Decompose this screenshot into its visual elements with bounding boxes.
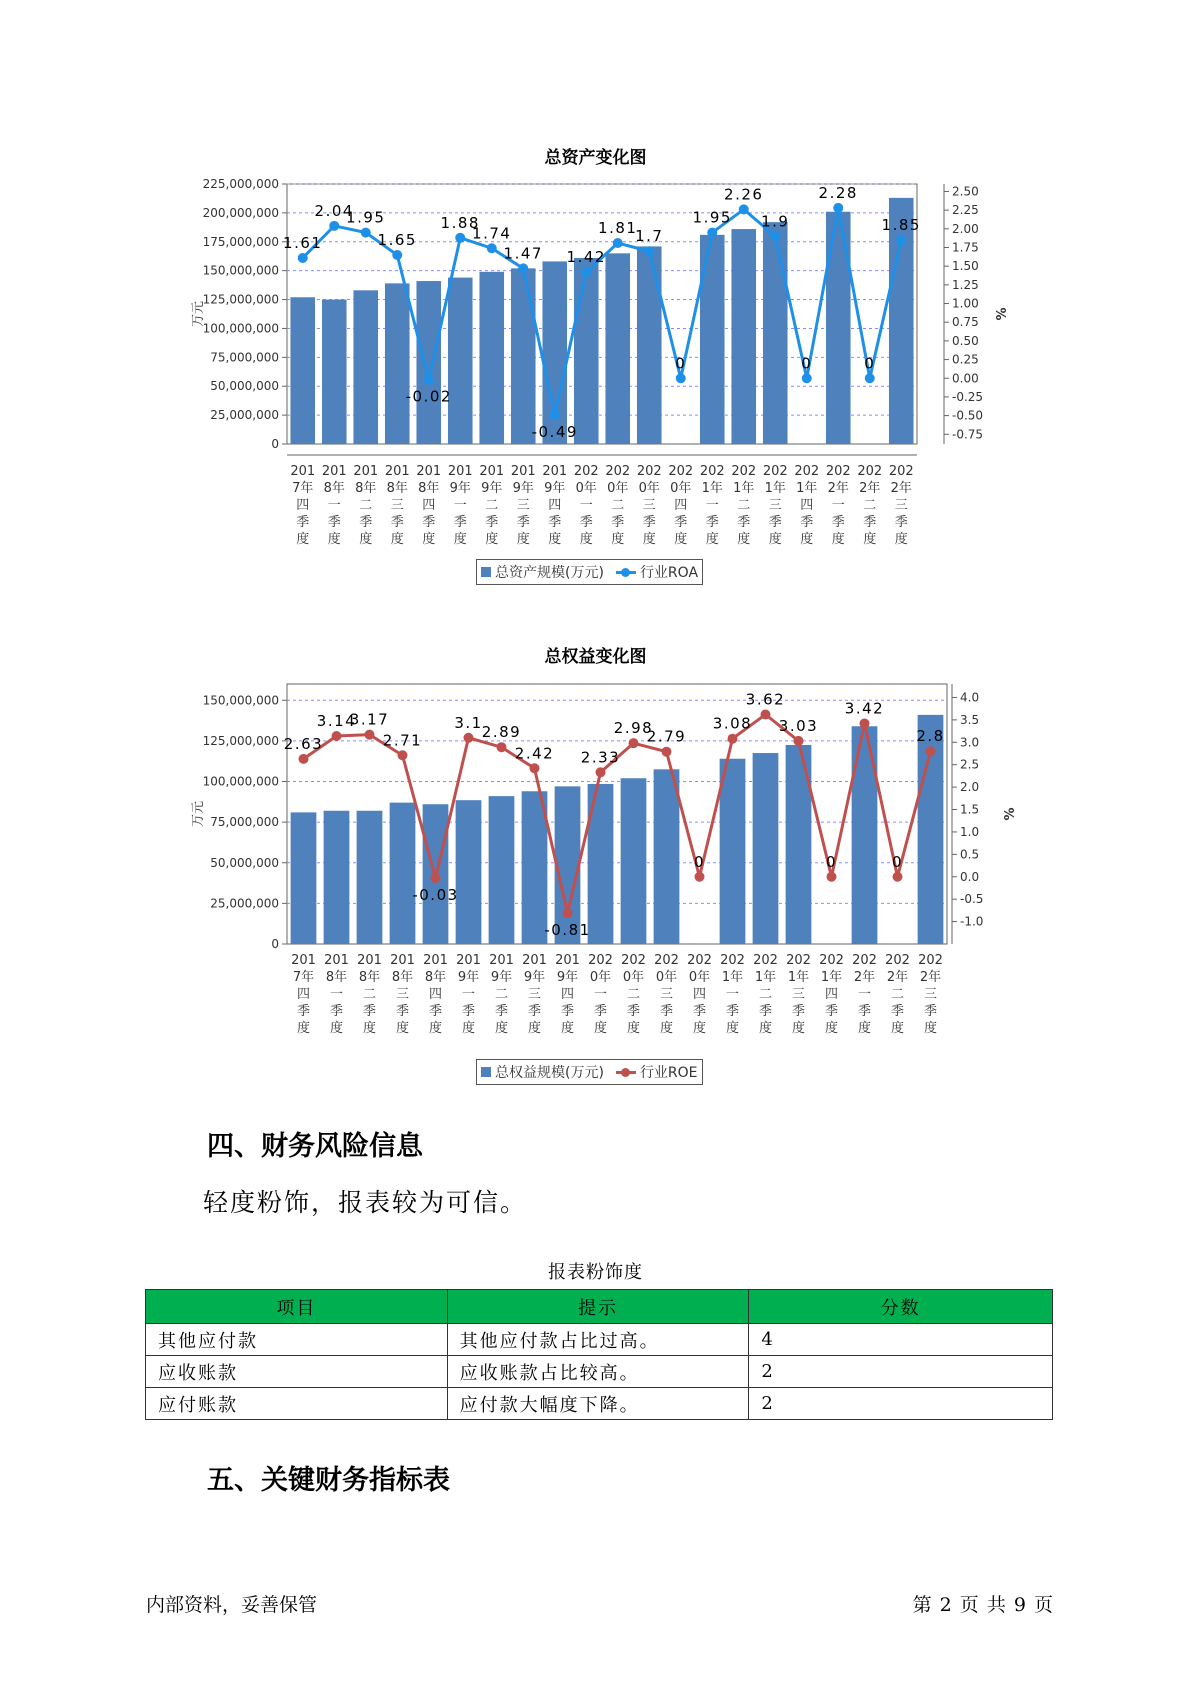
bar bbox=[479, 272, 504, 444]
line-point bbox=[761, 709, 771, 719]
x-tick-label: 201 9年二季度 bbox=[489, 953, 514, 1036]
y-tick-label: 50,000,000 bbox=[210, 855, 279, 870]
y-tick-label: 50,000,000 bbox=[210, 379, 279, 394]
x-tick-label: 201 8年一季度 bbox=[321, 464, 347, 547]
line-point bbox=[802, 373, 812, 383]
x-tick-label: 202 2年二季度 bbox=[885, 953, 910, 1036]
data-label: 2.63 bbox=[283, 734, 324, 753]
x-tick-label: 201 8年四季度 bbox=[416, 464, 442, 547]
line-point bbox=[464, 733, 474, 743]
y2-tick-label: -0.25 bbox=[952, 389, 984, 404]
cell-score: 2 bbox=[749, 1356, 1053, 1388]
line-point bbox=[392, 250, 402, 260]
x-tick-label: 202 0年二季度 bbox=[605, 464, 631, 547]
data-label: 1.61 bbox=[283, 233, 323, 252]
legend-line-swatch bbox=[616, 571, 636, 574]
chart1-title: 总资产变化图 bbox=[544, 148, 647, 168]
bar bbox=[357, 811, 383, 944]
data-label: 1.81 bbox=[598, 219, 638, 238]
data-label: 1.95 bbox=[346, 208, 386, 227]
x-tick-label: 202 1年四季度 bbox=[819, 953, 844, 1036]
footer-confidential: 内部资料，妥善保管 bbox=[146, 1594, 318, 1616]
x-tick-label: 202 0年四季度 bbox=[668, 464, 694, 547]
y-tick-label: 150,000,000 bbox=[202, 263, 279, 278]
line-point bbox=[695, 872, 705, 882]
y2-tick-label: 0.5 bbox=[960, 847, 980, 862]
y2-tick-label: 1.0 bbox=[960, 824, 980, 839]
y-tick-label: 150,000,000 bbox=[202, 693, 279, 708]
table-row bbox=[146, 1388, 1053, 1420]
x-tick-label: 202 0年四季度 bbox=[687, 953, 712, 1036]
bar bbox=[753, 753, 779, 944]
bar bbox=[456, 800, 482, 944]
header-hint: 提示 bbox=[447, 1290, 749, 1324]
bar bbox=[416, 281, 441, 444]
y2-tick-label: 0.75 bbox=[952, 315, 979, 330]
x-tick-label: 202 1年一季度 bbox=[699, 464, 725, 547]
data-label: 2.8 bbox=[916, 727, 945, 746]
line-point bbox=[455, 233, 465, 243]
legend-bar-label: 总资产规模(万元) bbox=[495, 565, 604, 581]
table-row bbox=[146, 1356, 1053, 1388]
x-tick-label: 202 2年一季度 bbox=[852, 953, 877, 1036]
y-tick-label: 225,000,000 bbox=[202, 177, 279, 191]
x-tick-label: 202 1年三季度 bbox=[762, 464, 788, 547]
line-point bbox=[770, 231, 780, 241]
x-tick-label: 201 9年四季度 bbox=[555, 953, 580, 1036]
x-tick-label: 202 0年一季度 bbox=[573, 464, 599, 547]
chart2-title: 总权益变化图 bbox=[544, 647, 647, 667]
x-tick-label: 202 1年二季度 bbox=[753, 953, 778, 1036]
line-point bbox=[361, 228, 371, 238]
bar bbox=[654, 769, 680, 944]
x-tick-label: 201 9年一季度 bbox=[447, 464, 473, 547]
data-label: 2.71 bbox=[382, 731, 423, 750]
cell-item: 应收账款 bbox=[146, 1356, 448, 1388]
y2-tick-label: 2.5 bbox=[960, 757, 980, 772]
x-tick-label: 201 7年四季度 bbox=[290, 464, 316, 547]
data-label: 0 bbox=[801, 354, 813, 373]
bar bbox=[353, 290, 378, 444]
y-tick-label: 0 bbox=[271, 437, 279, 451]
y2-tick-label: -1.0 bbox=[960, 914, 984, 929]
cell-score: 2 bbox=[749, 1388, 1053, 1420]
data-label: 2.26 bbox=[724, 185, 764, 204]
data-label: 0 bbox=[864, 354, 876, 373]
data-label: 1.85 bbox=[881, 216, 921, 235]
y2-tick-label: 2.00 bbox=[952, 221, 979, 236]
bar bbox=[720, 759, 746, 944]
y2-tick-label: 0.50 bbox=[952, 333, 979, 348]
cell-score: 4 bbox=[749, 1324, 1053, 1356]
footer-page-number: 第 2 页 共 9 页 bbox=[912, 1594, 1053, 1616]
line-point bbox=[728, 734, 738, 744]
data-label: -0.81 bbox=[544, 921, 591, 940]
cell-item: 其他应付款 bbox=[146, 1324, 448, 1356]
indicators-section-title: 五、关键财务指标表 bbox=[207, 1465, 450, 1496]
line-point bbox=[707, 228, 717, 238]
line-point bbox=[794, 736, 804, 746]
line-point bbox=[487, 243, 497, 253]
data-label: 3.17 bbox=[349, 710, 390, 729]
bar bbox=[290, 297, 315, 444]
line-point bbox=[424, 375, 434, 385]
bar bbox=[489, 796, 515, 944]
x-tick-label: 201 8年三季度 bbox=[390, 953, 415, 1036]
table-row bbox=[146, 1324, 1053, 1356]
line-point bbox=[365, 730, 375, 740]
risk-section-title: 四、财务风险信息 bbox=[207, 1131, 423, 1162]
line-point bbox=[550, 410, 560, 420]
risk-table bbox=[145, 1289, 1053, 1420]
data-label: 3.62 bbox=[745, 690, 786, 709]
y2-axis-label: % bbox=[1003, 807, 1018, 821]
bar bbox=[385, 283, 410, 444]
x-tick-label: 202 0年一季度 bbox=[588, 953, 613, 1036]
line-point bbox=[329, 221, 339, 231]
data-label: -0.03 bbox=[412, 886, 459, 905]
x-tick-label: 201 7年四季度 bbox=[291, 953, 316, 1036]
data-label: 3.42 bbox=[844, 699, 885, 718]
data-label: 1.47 bbox=[503, 244, 543, 263]
y2-tick-label: 0.0 bbox=[960, 869, 980, 884]
x-tick-label: 201 8年二季度 bbox=[357, 953, 382, 1036]
data-label: 3.14 bbox=[316, 712, 357, 730]
line-point bbox=[613, 238, 623, 248]
y2-tick-label: 1.00 bbox=[952, 296, 979, 311]
line-point bbox=[497, 742, 507, 752]
y2-tick-label: 0.00 bbox=[952, 371, 979, 386]
y-tick-label: 125,000,000 bbox=[202, 292, 279, 307]
bar bbox=[621, 778, 647, 944]
legend-bar-swatch bbox=[481, 1067, 491, 1077]
x-tick-label: 202 1年四季度 bbox=[794, 464, 820, 547]
data-label: 2.28 bbox=[818, 183, 858, 202]
x-tick-label: 202 2年三季度 bbox=[888, 464, 914, 547]
line-point bbox=[896, 235, 906, 245]
header-item: 项目 bbox=[146, 1290, 448, 1324]
line-point bbox=[298, 253, 308, 263]
table-header-row bbox=[146, 1290, 1053, 1324]
x-tick-label: 202 2年二季度 bbox=[857, 464, 883, 547]
bar bbox=[637, 246, 662, 444]
data-label: 1.42 bbox=[566, 248, 606, 267]
x-tick-label: 202 2年一季度 bbox=[825, 464, 851, 547]
y2-tick-label: 2.25 bbox=[952, 203, 979, 218]
y-tick-label: 25,000,000 bbox=[210, 408, 279, 423]
line-point bbox=[563, 908, 573, 918]
x-tick-label: 201 9年三季度 bbox=[510, 464, 536, 547]
data-label: 1.65 bbox=[377, 230, 417, 249]
line-point bbox=[860, 718, 870, 728]
data-label: 2.42 bbox=[514, 744, 555, 763]
x-tick-label: 201 8年二季度 bbox=[353, 464, 379, 547]
bar bbox=[322, 300, 347, 444]
x-tick-label: 202 0年三季度 bbox=[636, 464, 662, 547]
x-tick-label: 201 9年三季度 bbox=[522, 953, 547, 1036]
y2-tick-label: -0.75 bbox=[952, 427, 984, 442]
x-tick-label: 201 8年三季度 bbox=[384, 464, 410, 547]
bar bbox=[574, 258, 599, 444]
cell-hint: 其他应付款占比过高。 bbox=[447, 1324, 749, 1356]
line-point bbox=[865, 373, 875, 383]
data-label: 0 bbox=[825, 852, 838, 871]
y-tick-label: 75,000,000 bbox=[210, 815, 279, 830]
table-caption: 报表粉饰度 bbox=[548, 1262, 643, 1283]
line-point bbox=[676, 373, 686, 383]
risk-summary: 轻度粉饰，报表较为可信。 bbox=[203, 1188, 528, 1217]
line-point bbox=[926, 746, 936, 756]
data-label: 1.7 bbox=[635, 227, 664, 246]
bar bbox=[291, 812, 317, 944]
y2-tick-label: 3.0 bbox=[960, 735, 980, 750]
header-score: 分数 bbox=[749, 1290, 1053, 1324]
data-label: 0 bbox=[693, 852, 706, 871]
y-tick-label: 75,000,000 bbox=[210, 350, 279, 365]
y-tick-label: 100,000,000 bbox=[202, 321, 279, 336]
y2-tick-label: 0.25 bbox=[952, 352, 979, 367]
data-label: 1.9 bbox=[761, 212, 790, 231]
y-tick-label: 200,000,000 bbox=[202, 205, 279, 220]
x-tick-label: 201 9年四季度 bbox=[542, 464, 568, 547]
line-point bbox=[431, 873, 441, 883]
line-point bbox=[833, 203, 843, 213]
data-label: -0.49 bbox=[531, 422, 578, 441]
y2-tick-label: 4.0 bbox=[960, 690, 980, 705]
data-label: -0.02 bbox=[405, 387, 452, 406]
legend-line-label: 行业ROE bbox=[639, 1065, 698, 1081]
x-tick-label: 201 8年四季度 bbox=[423, 953, 448, 1036]
line-point bbox=[398, 750, 408, 760]
total-assets-chart bbox=[0, 170, 1191, 590]
bar bbox=[324, 811, 350, 944]
line-point bbox=[596, 767, 606, 777]
line-point bbox=[332, 731, 342, 741]
x-tick-label: 202 0年二季度 bbox=[621, 953, 646, 1036]
x-tick-label: 202 0年三季度 bbox=[654, 953, 679, 1036]
x-tick-label: 201 9年二季度 bbox=[479, 464, 505, 547]
line-point bbox=[581, 267, 591, 277]
legend-bar-swatch bbox=[481, 567, 491, 577]
data-label: 1.95 bbox=[692, 208, 732, 227]
line-point bbox=[827, 872, 837, 882]
y-axis-label: 万元 bbox=[191, 800, 206, 828]
data-label: 1.74 bbox=[472, 224, 512, 243]
y2-axis-label: % bbox=[995, 307, 1010, 321]
y-axis-label: 万元 bbox=[191, 300, 206, 328]
y2-tick-label: 1.50 bbox=[952, 259, 979, 274]
data-label: 3.08 bbox=[712, 714, 753, 733]
line-point bbox=[518, 263, 528, 273]
y2-tick-label: 1.25 bbox=[952, 277, 979, 292]
y-tick-label: 25,000,000 bbox=[210, 896, 279, 911]
cell-hint: 应付款大幅度下降。 bbox=[447, 1388, 749, 1420]
line-point bbox=[739, 204, 749, 214]
y2-tick-label: 1.75 bbox=[952, 240, 979, 255]
y2-tick-label: 1.5 bbox=[960, 802, 980, 817]
y2-tick-label: -0.50 bbox=[952, 408, 984, 423]
data-label: 2.33 bbox=[580, 748, 621, 767]
y2-tick-label: 2.0 bbox=[960, 780, 980, 795]
y2-tick-label: 2.50 bbox=[952, 184, 979, 199]
x-tick-label: 202 2年三季度 bbox=[918, 953, 943, 1036]
data-label: 1.88 bbox=[440, 213, 480, 232]
line-point bbox=[893, 872, 903, 882]
bar bbox=[889, 198, 914, 444]
x-tick-label: 202 1年一季度 bbox=[720, 953, 745, 1036]
x-tick-label: 201 9年一季度 bbox=[456, 953, 481, 1036]
data-label: 0 bbox=[891, 852, 904, 871]
y2-tick-label: -0.5 bbox=[960, 892, 984, 907]
cell-item: 应付账款 bbox=[146, 1388, 448, 1420]
bar bbox=[448, 278, 473, 444]
data-label: 2.04 bbox=[314, 201, 354, 220]
data-label: 2.89 bbox=[481, 723, 522, 742]
chart2-legend bbox=[476, 1059, 703, 1085]
x-tick-label: 202 1年二季度 bbox=[731, 464, 757, 547]
y-tick-label: 0 bbox=[271, 937, 279, 951]
bar bbox=[605, 253, 630, 444]
y2-tick-label: 3.5 bbox=[960, 712, 980, 727]
data-label: 3.1 bbox=[454, 713, 483, 732]
bar bbox=[731, 229, 756, 444]
x-tick-label: 202 1年三季度 bbox=[786, 953, 811, 1036]
legend-bar-label: 总权益规模(万元) bbox=[495, 1065, 604, 1081]
line-point bbox=[530, 763, 540, 773]
x-tick-label: 201 8年一季度 bbox=[324, 953, 349, 1036]
data-label: 2.98 bbox=[613, 719, 654, 738]
line-point bbox=[299, 754, 309, 764]
legend-line-swatch bbox=[616, 1071, 636, 1074]
bar bbox=[390, 803, 416, 944]
data-label: 2.79 bbox=[646, 727, 687, 746]
data-label: 0 bbox=[675, 354, 687, 373]
line-point bbox=[644, 246, 654, 256]
y-tick-label: 100,000,000 bbox=[202, 774, 279, 789]
legend-line-label: 行业ROA bbox=[639, 565, 699, 581]
chart1-legend bbox=[476, 559, 703, 585]
y-tick-label: 175,000,000 bbox=[202, 234, 279, 249]
cell-hint: 应收账款占比较高。 bbox=[447, 1356, 749, 1388]
total-equity-chart bbox=[0, 670, 1191, 1090]
data-label: 3.03 bbox=[778, 716, 819, 735]
y-tick-label: 125,000,000 bbox=[202, 733, 279, 748]
line-point bbox=[662, 747, 672, 757]
bar bbox=[511, 268, 536, 444]
line-point bbox=[629, 738, 639, 748]
bar bbox=[763, 222, 788, 444]
